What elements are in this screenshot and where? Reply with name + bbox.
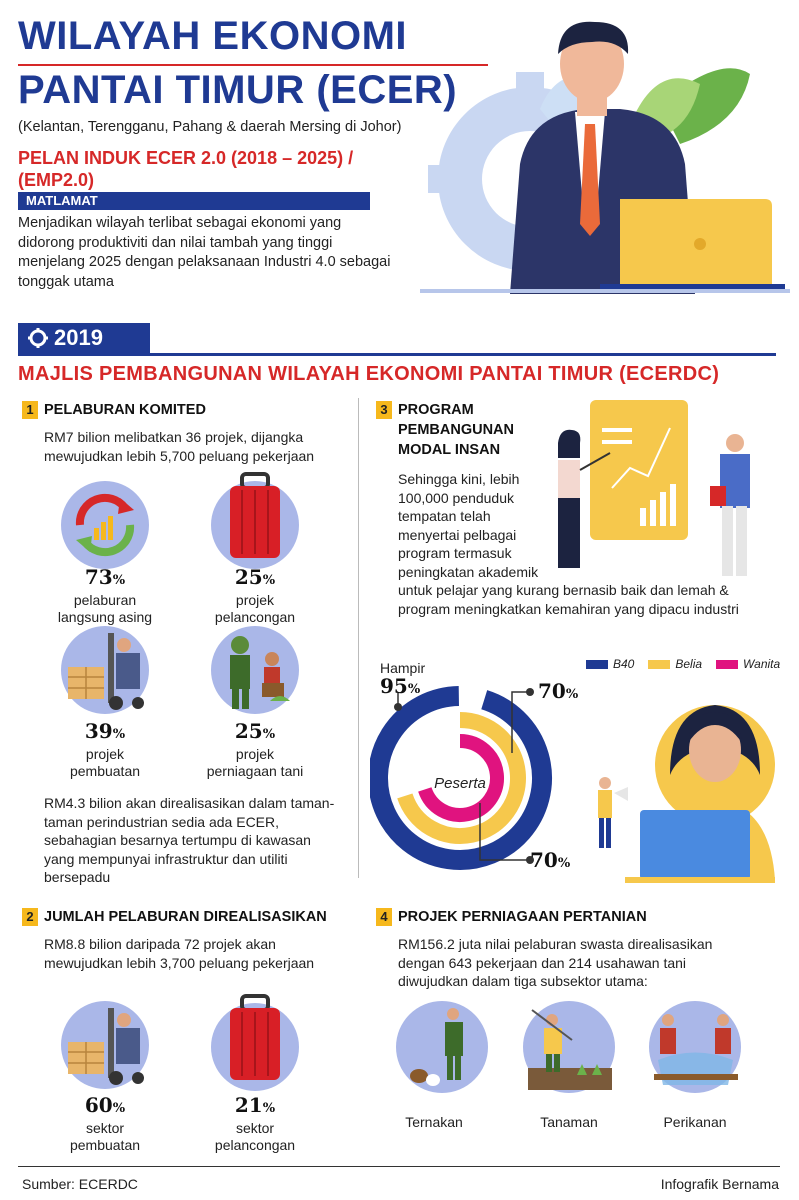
stat-manufacturing-label-1: projek [85,746,125,762]
stat-realised-tourism-value: 21 [234,1093,263,1117]
section-3-text-line-5: program termasuk [398,545,512,561]
stat-tourism-value: 25 [234,565,263,589]
stat-realised-manufacturing [35,1094,175,1154]
section-3-text-tail-1: untuk pelajar yang kurang bernasib baik dan lemah & [398,582,729,598]
stat-manufacturing-label-2: pembuatan [69,763,141,779]
title-line-2: PANTAI TIMUR (ECER) [18,68,458,112]
stat-tourism-label-1: projek [235,592,275,608]
section-1-note: RM4.3 bilion akan direalisasikan dalam taman-taman perindustrian sedia ada ECER, sebahagian besarnya tertumpu di kawasan yang mempunyai infrastruktur dan utiliti bersepadu [44,795,335,885]
year-divider [18,353,776,356]
stat-fdi-label-1: pelaburan [73,592,137,608]
plan-title-line-1: PELAN INDUK ECER 2.0 (2018 – 2025) / [18,148,354,168]
investment-arrows-icon [60,480,150,570]
title-line-1: WILAYAH EKONOMI [18,14,408,58]
suitcase-icon [210,992,300,1092]
stat-realised-tourism-unit: % [262,1101,276,1116]
stat-fdi-value: 73 [84,565,113,589]
livestock-icon [395,1000,490,1095]
chart-value-wanita [530,848,571,872]
section-3-text-line-2: 100,000 penduduk [398,489,514,506]
stat-fdi [35,566,175,626]
section-3-title-line-2: PEMBANGUNAN [398,422,514,438]
stat-realised-manufacturing-label-2: pembuatan [69,1137,141,1153]
chart-value-wanita-number: 70 [530,848,558,872]
stat-realised-manufacturing-unit: % [112,1101,126,1116]
stat-realised-tourism-label-2: pelancongan [214,1137,296,1153]
section-2-text: RM8.8 bilion daripada 72 projek akan mewujudkan lebih 3,700 peluang pekerjaan [44,936,315,971]
section-3-text-tail-2: program meningkatkan kemahiran yang dipacu industri [398,600,739,617]
column-divider [358,398,359,878]
legend-label-wanita: Wanita [743,657,781,671]
section-3-text-tail [398,581,739,618]
section-4-text: RM156.2 juta nilai pelaburan swasta direalisasikan dengan 643 pekerjaan dan 214 usahawan tani diwujudkan dalam tiga subsektor utama: [398,936,713,989]
participants-radial-chart [370,655,790,890]
laptop [640,810,750,880]
stat-realised-manufacturing-value: 60 [84,1093,113,1117]
gear-icon [28,328,48,348]
chart-value-belia-unit: % [565,687,579,702]
ecerdc-title: MAJLIS PEMBANGUNAN WILAYAH EKONOMI PANTAI TIMUR (ECERDC) [18,363,720,385]
chart-value-belia [538,679,579,703]
stat-fdi-unit: % [112,573,126,588]
subsector-fisheries-label: Perikanan [663,1114,727,1130]
footer-source: Sumber: ECERDC [22,1176,138,1192]
stat-manufacturing [35,720,175,780]
section-1-title: PELABURAN KOMITED [44,402,206,418]
stat-agribusiness-value: 25 [234,719,263,743]
legend-label-belia: Belia [675,657,703,671]
stat-tourism [185,566,325,626]
footer-credit: Infografik Bernama [660,1176,779,1192]
legend-label-b40: B40 [613,657,635,671]
matlamat-text: Menjadikan wilayah terlibat sebagai ekonomi yang didorong produktiviti dan nilai tambah yang tinggi menjelang 2025 dengan pelaksanaan Industri 4.0 sebagai tonggak utama [18,215,391,290]
crops-icon [522,1000,617,1095]
section-4-title: PROJEK PERNIAGAAN PERTANIAN [398,909,647,925]
stat-fdi-label-2: langsung asing [57,609,153,625]
woman-with-laptop-illustration [625,705,775,883]
year-label: 2019 [54,325,103,350]
section-2-title: JUMLAH PELABURAN DIREALISASIKAN [44,909,327,925]
section-3-number: 3 [376,401,392,419]
presentation-illustration [540,398,770,588]
section-3-text [398,470,558,581]
chart-value-belia-number: 70 [538,679,566,703]
matlamat-label: MATLAMAT [18,192,370,210]
stat-agribusiness-unit: % [262,727,276,742]
section-1-text: RM7 bilion melibatkan 36 projek, dijangka mewujudkan lebih 5,700 peluang pekerjaan [44,429,315,464]
section-3-title [398,400,514,460]
chart-value-b40-unit: % [407,682,421,697]
stat-manufacturing-unit: % [112,727,126,742]
subsector-livestock-label: Ternakan [405,1114,463,1130]
suitcase-icon [210,470,300,570]
plan-title-line-2: (EMP2.0) [18,170,95,190]
stat-realised-manufacturing-label-1: sektor [85,1120,125,1136]
section-3-text-line-3: tempatan telah [398,508,491,524]
chart-value-b40-number: 95 [380,674,408,698]
stat-tourism-unit: % [262,573,276,588]
chart-value-wanita-unit: % [557,856,571,871]
section-4-number: 4 [376,908,392,926]
chart-value-b40 [380,674,421,698]
section-3-text-line-6: peningkatan akademik [398,563,539,580]
stat-manufacturing-value: 39 [84,719,113,743]
subsector-crops-label: Tanaman [540,1114,598,1130]
fisheries-icon [648,1000,743,1095]
section-2-number: 2 [22,908,38,926]
forklift-icon [60,1000,150,1090]
title-divider [18,64,488,66]
stat-agribusiness [185,720,325,780]
section-3-title-line-1: PROGRAM [398,402,474,418]
stat-agribusiness-label-1: projek [235,746,275,762]
megaphone-man-illustration [598,777,628,848]
section-3-title-line-3: MODAL INSAN [398,442,501,458]
stat-tourism-label-2: pelancongan [214,609,296,625]
subtitle: (Kelantan, Terengganu, Pahang & daerah Mersing di Johor) [18,119,402,135]
year-banner [18,323,150,353]
stat-agribusiness-label-2: perniagaan tani [206,763,304,779]
plan-title [18,147,353,191]
farmers-icon [210,625,300,715]
businessman-illustration [420,14,790,299]
section-3-text-line-1: Sehingga kini, lebih [398,471,520,487]
chart-center-label: Peserta [434,775,486,792]
forklift-icon [60,625,150,715]
section-1-number: 1 [22,401,38,419]
megaphone-icon [614,787,628,801]
stat-realised-tourism [185,1094,325,1154]
stat-realised-tourism-label-1: sektor [235,1120,275,1136]
section-3-text-line-4: menyertai pelbagai [398,526,517,543]
footer-divider [18,1166,780,1167]
chart-label-hampir: Hampir [380,660,426,676]
